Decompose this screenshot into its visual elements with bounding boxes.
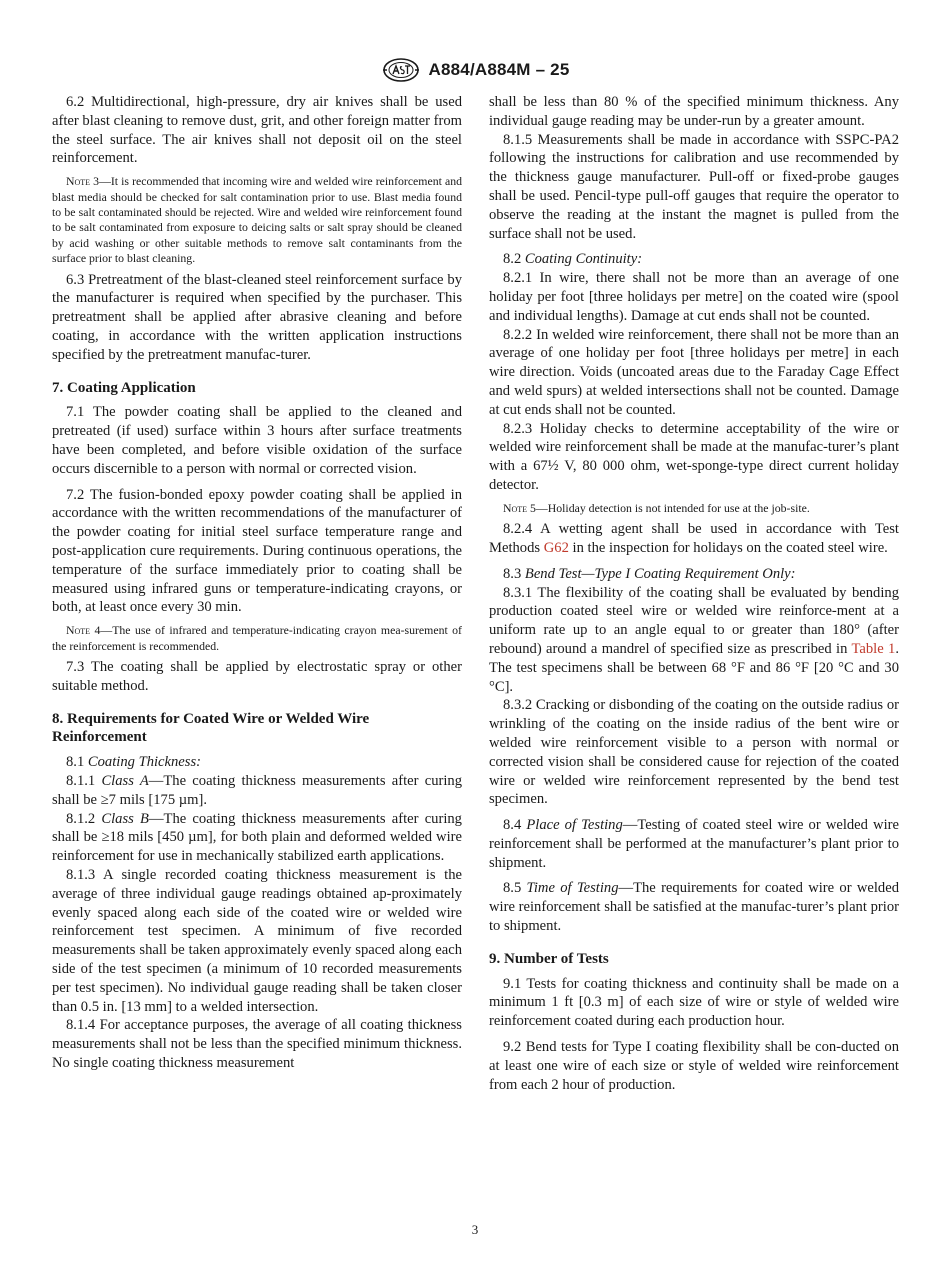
paragraph-8-3-1-text-a: 8.3.1 The flexibility of the coating shall be evaluated by bending production coated steel wire or welded wire reinforce-ment at a uniform rate up to an angle equal to or greater than 180° (after rebound) around a mandrel of specified size as prescribed in [489, 584, 899, 657]
paragraph-8-2-4-text-b: in the inspection for holidays on the coated steel wire. [572, 539, 888, 556]
paragraph-8-5-title: Time of Testing [526, 880, 619, 897]
paragraph-8-1-2-number: 8.1.2 [66, 810, 96, 827]
paragraph-8-1-2-text: —The coating thickness measurements after curing shall be ≥18 mils [450 µm], for both plain and deformed welded wire reinforcement for use in mechanically stabilized earth applications. [52, 810, 462, 865]
paragraph-8-1-number: 8.1 [66, 754, 85, 771]
standard-designation: A884/A884M – 25 [428, 60, 570, 79]
paragraph-8-1-5: 8.1.5 Measurements shall be made in accordance with SSPC-PA2 following the instructions for calibration and use recommended by the thickness gauge manufacturer. Pull-off or fixed-probe gauges shall be used. Pencil-type pull-off gauges that require the operator to observe the reading at the instant the magnet is pulled from the surface shall not be used. [489, 131, 899, 242]
paragraph-8-3-1-text-b: . The test specimens shall be between 68 °F and 86 °F [20 °C and 30 °C]. [489, 640, 899, 695]
section-7-heading: 7. Coating Application [52, 379, 196, 396]
paragraph-8-1-1-class: Class A [101, 772, 149, 789]
paragraph-8-1-1 [52, 772, 462, 810]
paragraph-8-1-4: 8.1.4 For acceptance purposes, the average of all coating thickness measurements shall not be less than the specified minimum thickness. No single coating thickness measurement [52, 1017, 462, 1071]
paragraph-8-2-number: 8.2 [503, 251, 522, 268]
paragraph-8-2-2: 8.2.2 In welded wire reinforcement, there shall not be more than an average of one holiday per foot [three holidays per metre] in each wire direction. Voids (uncoated areas due to the Faraday Cage Effect and weld spurs) at welded intersections shall not be counted. Damage at cut ends shall not be counted. [489, 326, 899, 418]
paragraph-8-1-title: Coating Thickness: [87, 754, 202, 771]
left-column [52, 93, 462, 1073]
paragraph-8-2-title: Coating Continuity: [524, 251, 643, 268]
paragraph-8-3-1 [489, 584, 899, 697]
link-g62[interactable]: G62 [543, 539, 569, 556]
paragraph-8-1-1-text: —The coating thickness measurements after curing shall be ≥7 mils [175 µm]. [52, 772, 463, 808]
paragraph-7-3: 7.3 The coating shall be applied by electrostatic spray or other suitable method. [52, 658, 462, 694]
astm-logo-icon [381, 57, 421, 83]
paragraph-8-1-2 [52, 810, 462, 866]
paragraph-9-2: 9.2 Bend tests for Type I coating flexibility shall be con-ducted on at least one wire of each size or style of welded wire reinforcement from each 2 hour of production. [489, 1039, 899, 1093]
note-3 [52, 174, 462, 266]
paragraph-7-1: 7.1 The powder coating shall be applied to the cleaned and pretreated (if used) surface within 3 hours after surface treatments have been completed, and before visible oxidation of the surface occurs discernible to a person with normal or corrected vision. [52, 404, 462, 477]
paragraph-8-2-4-text-a: 8.2.4 A wetting agent shall be used in accordance with Test Methods [489, 521, 899, 556]
paragraph-8-3-title: Bend Test—Type I Coating Requirement Only: [524, 565, 796, 582]
paragraph-8-3 [489, 565, 899, 584]
paragraph-8-5-text: —The requirements for coated wire or welded wire reinforcement shall be satisfied at the manufac-turer’s plant prior to shipment. [489, 880, 900, 935]
paragraph-8-4-text: —Testing of coated steel wire or welded wire reinforcement shall be performed at the manufacturer’s plant prior to shipment. [489, 817, 899, 871]
paragraph-8-3-2: 8.3.2 Cracking or disbonding of the coating on the outside radius or wrinkling of the coating on the inside radius of the bent wire or welded wire reinforcement visible to a person with normal or corrected vision shall be considered cause for rejection of the coated wire or welded wire reinforcement represented by the bend test specimen. [489, 697, 899, 808]
paragraph-9-1: 9.1 Tests for coating thickness and continuity shall be made on a minimum 1 ft [0.3 m] of each size of wire or style of welded wire reinforcement coated during each production hour. [489, 975, 899, 1030]
paragraph-8-5 [489, 879, 899, 935]
note-5-text: —Holiday detection is not intended for use at the job-site. [535, 500, 810, 515]
paragraph-6-2: 6.2 Multidirectional, high-pressure, dry air knives shall be used after blast cleaning to remove dust, grit, and other foreign matter from the steel surface. The air knives shall not deposit oil on the steel reinforcement. [52, 94, 462, 167]
note-5-label: Note 5 [503, 500, 536, 515]
paragraph-7-2: 7.2 The fusion-bonded epoxy powder coating shall be applied in accordance with the written recommendations of the manufacturer of the powder coating for initial steel surface temperature range and post-application cure requirements. During continuous operations, the temperature of the surface immediately prior to coating shall be measured using infrared guns or temperature-indicating crayons, or both, at least once every 30 min. [52, 486, 462, 616]
paragraph-8-4 [489, 816, 899, 872]
paragraph-8-5-number: 8.5 [503, 880, 522, 897]
paragraph-8-2-1: 8.2.1 In wire, there shall not be more than an average of one holiday per foot [three holidays per metre] on the coated wire (spool and individual lengths). Damage at cut ends shall not be counted. [489, 270, 899, 324]
note-3-label: Note 3 [66, 174, 100, 189]
paragraph-8-4-number: 8.4 [503, 817, 522, 834]
paragraph-8-1-1-number: 8.1.1 [66, 772, 96, 789]
page-header [0, 56, 950, 84]
paragraph-8-4-title: Place of Testing [526, 817, 623, 834]
paragraph-8-2 [489, 250, 899, 269]
note-4 [52, 623, 462, 654]
link-table-1[interactable]: Table 1 [851, 640, 896, 657]
paragraph-8-1-3: 8.1.3 A single recorded coating thickness measurement is the average of three individual gauge readings obtained ap-proximately evenly spaced along each side of the coated wire or welded wire reinforcement test specimen. A minimum of five recorded measurements shall be taken approximately evenly spaced along each side of the test specimen (a minimum of 10 recorded measurements per test specimen). No individual gauge reading shall be taken closer than 0.5 in. [13 mm] to a welded intersection. [52, 866, 462, 1015]
paragraph-6-3: 6.3 Pretreatment of the blast-cleaned steel reinforcement surface by the manufacturer is required when specified by the purchaser. This pretreatment shall be applied after abrasive cleaning and before coating, in accordance with the written application instructions specified by the pretreatment manufac-turer. [52, 271, 462, 363]
note-4-text: —The use of infrared and temperature-indicating crayon mea-surement of the reinforcement is recommended. [52, 623, 462, 653]
note-4-label: Note 4 [66, 623, 101, 638]
section-9-heading: 9. Number of Tests [489, 950, 609, 967]
note-5 [489, 501, 899, 516]
note-3-text: —It is recommended that incoming wire and welded wire reinforcement and blast media should be checked for salt contamination prior to use. Blast media found to be salt contaminated should be rejected. Wire and welded wire reinforcement found to be salt contaminated from exposure to deicing salts or salt spray should be cleaned by acid washing or other suitable methods to remove salt contaminants from the surface prior to blast cleaning. [52, 174, 462, 266]
paragraph-8-3-number: 8.3 [503, 565, 522, 582]
right-column [489, 93, 899, 1094]
paragraph-8-1-2-class: Class B [101, 810, 149, 827]
paragraph-8-2-3: 8.2.3 Holiday checks to determine acceptability of the wire or welded wire reinforcement shall be made at the manufac-turer’s plant with a 67½ V, 80 000 ohm, wet-sponge-type direct current holiday detector. [489, 420, 899, 493]
paragraph-8-2-4 [489, 520, 899, 558]
paragraph-8-1 [52, 753, 462, 772]
paragraph-8-1-4-continued: shall be less than 80 % of the specified minimum thickness. Any individual gauge reading may be under-run by a greater amount. [489, 94, 899, 129]
section-8-heading: 8. Requirements for Coated Wire or Welded Wire Reinforcement [52, 710, 370, 746]
page-number: 3 [471, 1222, 479, 1237]
